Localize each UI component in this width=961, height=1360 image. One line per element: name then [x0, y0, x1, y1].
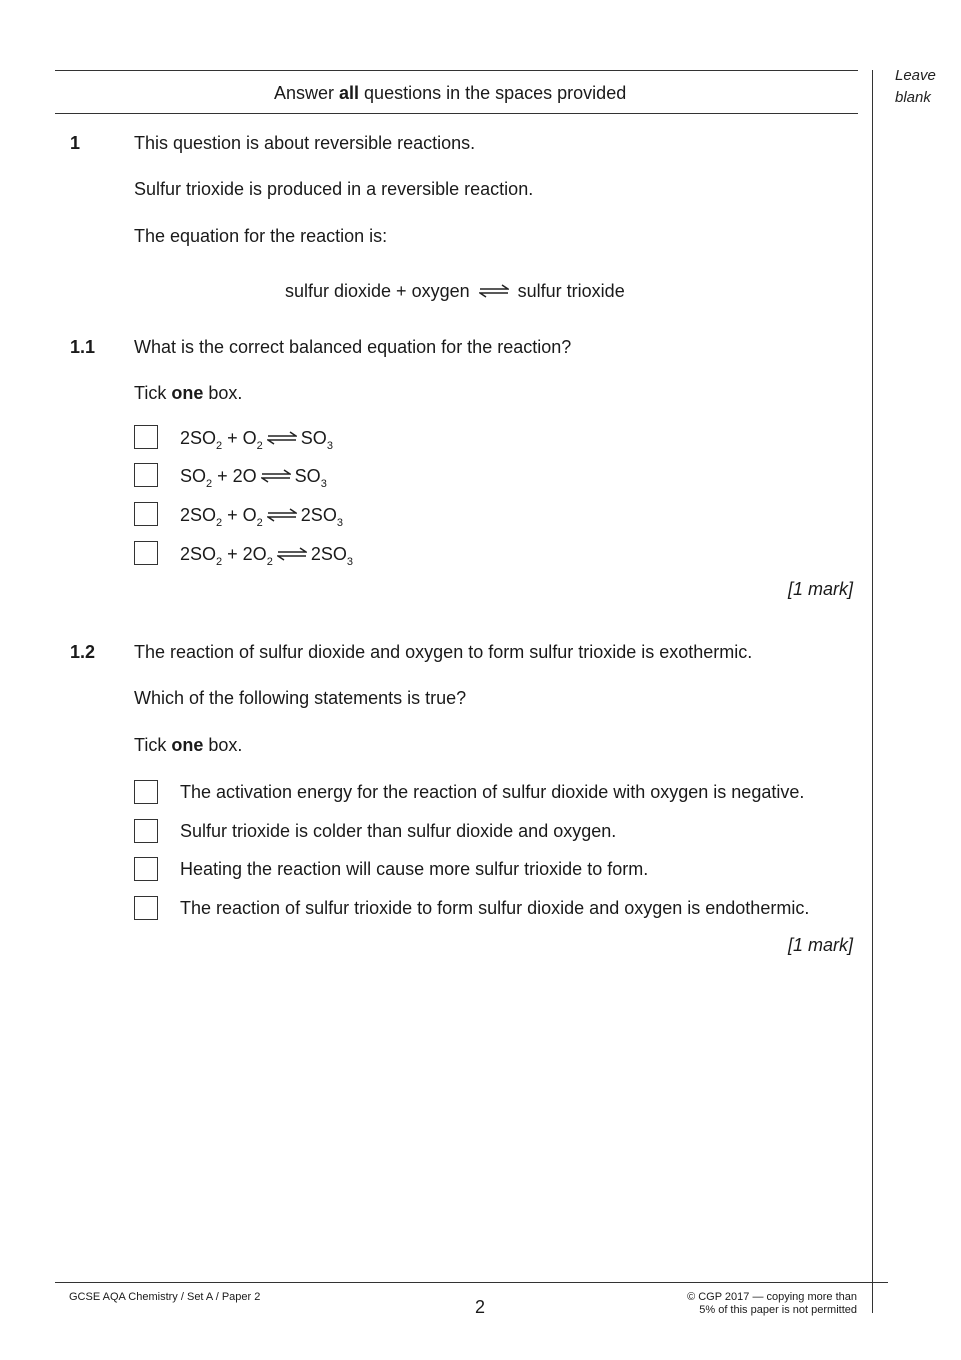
tick-bold: one — [171, 383, 204, 403]
instructions-heading — [274, 82, 626, 104]
question-1-intro: This question is about reversible reactions. — [134, 133, 476, 153]
blank-label: blank — [895, 89, 931, 106]
q1-1-option-2-checkbox[interactable] — [134, 463, 158, 487]
equilibrium-arrow-icon — [267, 508, 297, 522]
tick-text: box. — [203, 383, 243, 403]
instruction-text: questions in the spaces provided — [359, 83, 627, 103]
page-number: 2 — [475, 1297, 486, 1317]
question-1-1-number: 1.1 — [70, 337, 96, 357]
instruction-bold: all — [339, 83, 360, 103]
footer-rule — [55, 1282, 888, 1283]
q1-2-option-2-label: Sulfur trioxide is colder than sulfur dioxide and oxygen. — [180, 821, 617, 841]
q1-2-option-4-checkbox[interactable] — [134, 896, 158, 920]
q1-1-option-1-label: $2SO_2 + O_2$ $SO_3$ — [180, 428, 333, 452]
instruction-text: Answer — [274, 83, 340, 103]
footer-copyright — [620, 1291, 857, 1317]
q1-2-option-3-checkbox[interactable] — [134, 857, 158, 881]
question-1-line2: Sulfur trioxide is produced in a reversible reaction. — [134, 179, 534, 199]
tick-instruction — [134, 734, 242, 756]
q1-1-option-1-checkbox[interactable] — [134, 425, 158, 449]
q1-1-mark: [1 mark] — [788, 579, 854, 599]
leave-label: Leave — [895, 67, 936, 84]
q1-2-option-2-checkbox[interactable] — [134, 819, 158, 843]
q1-2-option-4-label: The reaction of sulfur trioxide to form sulfur dioxide and oxygen is endothermic. — [180, 898, 810, 918]
margin-rule — [872, 70, 873, 1313]
question-1-2-sub: Which of the following statements is true? — [134, 688, 467, 708]
leave-blank-label — [895, 65, 936, 109]
q1-1-option-3-label: $2SO_2 + O_2$ $2SO_3$ — [180, 505, 343, 529]
question-1-2-number: 1.2 — [70, 642, 96, 662]
tick-text: Tick — [134, 735, 172, 755]
question-1-2-text: The reaction of sulfur dioxide and oxygen to form sulfur trioxide is exothermic. — [134, 642, 753, 662]
equilibrium-arrow-icon — [261, 469, 291, 483]
equation-reactants: sulfur dioxide + oxygen — [285, 281, 470, 301]
copyright-line-1: © CGP 2017 — copying more than — [687, 1291, 857, 1303]
equation-products: sulfur trioxide — [517, 281, 625, 301]
q1-1-option-2-label: $SO_2 + 2O$ $SO_3$ — [180, 466, 327, 490]
q1-2-option-1-checkbox[interactable] — [134, 780, 158, 804]
word-equation — [285, 280, 625, 302]
tick-instruction — [134, 382, 242, 404]
footer-paper-id: GCSE AQA Chemistry / Set A / Paper 2 — [69, 1291, 261, 1303]
copyright-line-2: 5% of this paper is not permitted — [699, 1304, 857, 1316]
equilibrium-arrow-icon — [277, 547, 307, 561]
tick-bold: one — [171, 735, 204, 755]
question-1-number: 1 — [70, 133, 81, 153]
q1-1-option-4-label: $2SO_2 + 2O_2$ $2SO_3$ — [180, 544, 353, 568]
q1-1-option-3-checkbox[interactable] — [134, 502, 158, 526]
tick-text: box. — [203, 735, 243, 755]
equilibrium-arrow-icon — [479, 284, 509, 298]
q1-2-option-3-label: Heating the reaction will cause more sulfur trioxide to form. — [180, 859, 649, 879]
equilibrium-arrow-icon — [267, 431, 297, 445]
tick-text: Tick — [134, 383, 172, 403]
question-1-1-text: What is the correct balanced equation for the reaction? — [134, 337, 572, 357]
q1-1-option-4-checkbox[interactable] — [134, 541, 158, 565]
header-bottom-rule — [55, 113, 858, 114]
header-top-rule — [55, 70, 858, 71]
question-1-line3: The equation for the reaction is: — [134, 226, 388, 246]
q1-2-option-1-label: The activation energy for the reaction of sulfur dioxide with oxygen is negative. — [180, 782, 805, 802]
q1-2-mark: [1 mark] — [788, 935, 854, 955]
